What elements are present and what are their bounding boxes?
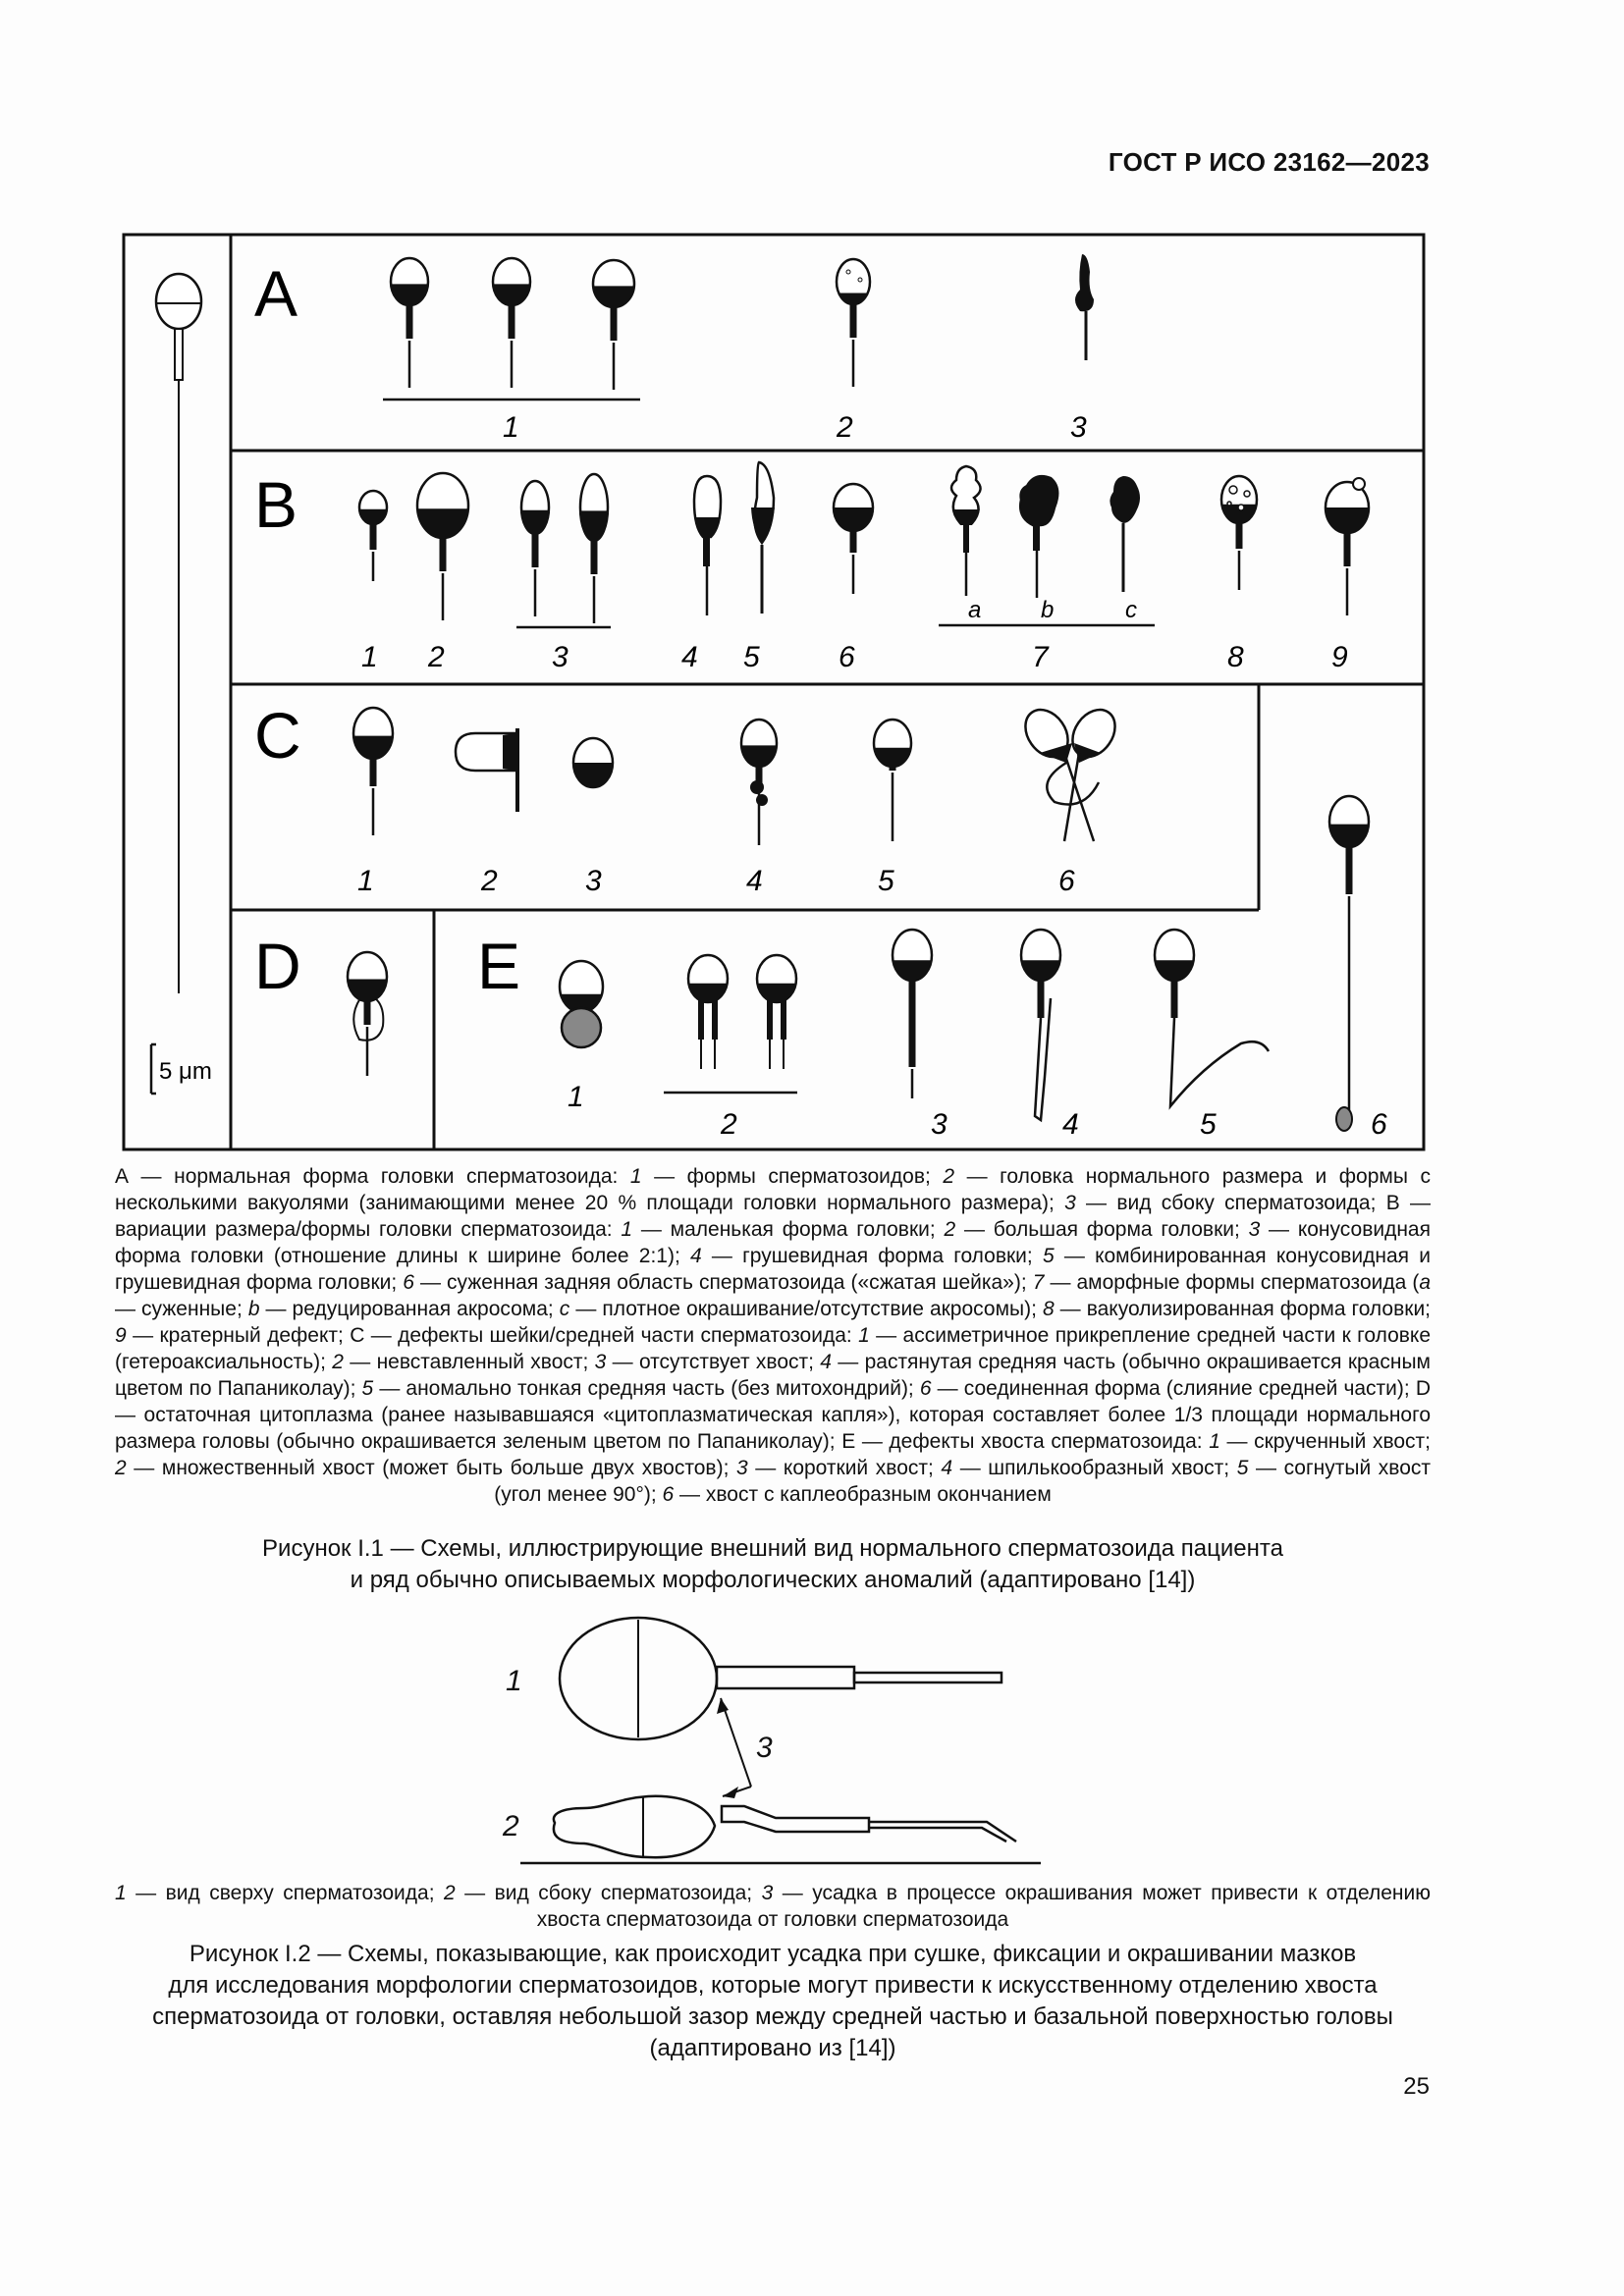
label-e-6: 6 (1371, 1108, 1387, 1141)
label-a-1: 1 (503, 411, 519, 444)
label-e-5: 5 (1200, 1108, 1217, 1141)
figure-2-title-line-2: для исследования морфологии сперматозоидов, которые могут привести к искусственному отделению хвоста (168, 1972, 1378, 1999)
label-c-5: 5 (878, 865, 894, 897)
label-c-3: 3 (585, 865, 602, 897)
label-c-4: 4 (746, 865, 763, 897)
panel-letter-a: A (254, 257, 298, 330)
arrow-to-top-gap (721, 1698, 751, 1787)
figure-2-title-line-4: (адаптировано из [14]) (649, 2035, 896, 2061)
top-view-midpiece (717, 1667, 854, 1688)
side-view-midpiece (722, 1806, 869, 1832)
top-view-tail (854, 1673, 1001, 1682)
panel-letter-b: B (254, 468, 298, 541)
label-b-7a: a (968, 597, 982, 623)
normal-sperm-reference (156, 274, 201, 993)
document-id: ГОСТ Р ИСО 23162—2023 (1108, 147, 1430, 177)
label-c-2: 2 (481, 865, 498, 897)
scale-bar (151, 1044, 212, 1094)
panel-letter-c: C (254, 699, 301, 772)
figure-2-label-1: 1 (506, 1665, 522, 1697)
panel-letter-e: E (477, 930, 521, 1002)
label-e-4: 4 (1062, 1108, 1079, 1141)
label-e-3: 3 (931, 1108, 947, 1141)
figure-2-label-2: 2 (503, 1810, 519, 1842)
label-b-7c: c (1125, 597, 1137, 623)
figure-2-legend: 1 — вид сверху сперматозоида; 2 — вид сбоку сперматозоида; 3 — усадка в процессе окрашивания может привести к отделению хвоста сперматозоида от головки сперматозоида (115, 1882, 1431, 1931)
label-a-3: 3 (1070, 411, 1087, 444)
side-view-tail (869, 1822, 1016, 1842)
scale-bar-label: 5 μm (159, 1058, 212, 1085)
figure-2-title-line-1: Рисунок I.2 — Схемы, показывающие, как происходит усадка при сушке, фиксации и окрашивании мазков (189, 1941, 1357, 1967)
figure-1-title-line-2: и ряд обычно описываемых морфологических аномалий (адаптировано [14]) (350, 1567, 1196, 1593)
label-e-2: 2 (721, 1108, 737, 1141)
side-view-head (554, 1796, 715, 1857)
label-b-5: 5 (743, 641, 760, 673)
label-b-8: 8 (1227, 641, 1244, 673)
figure-2-title (115, 1939, 1431, 2064)
figure-2-diagram (491, 1600, 1080, 1875)
figure-2-title-line-3: сперматозоида от головки, оставляя небольшой зазор между средней частью и базальной поверхностью головы (152, 2003, 1393, 2030)
figure-1-diagram (122, 233, 1426, 1151)
label-b-7: 7 (1032, 641, 1049, 673)
figure-1-title-line-1: Рисунок I.1 — Схемы, иллюстрирующие внешний вид нормального сперматозоида пациента (262, 1535, 1283, 1562)
label-b-2: 2 (428, 641, 445, 673)
label-e-1: 1 (568, 1081, 584, 1113)
panel-frames (124, 235, 1424, 1149)
label-c-1: 1 (357, 865, 374, 897)
panel-letter-d: D (254, 930, 301, 1002)
label-b-4: 4 (681, 641, 698, 673)
label-b-9: 9 (1331, 641, 1348, 673)
figure-2-label-3: 3 (756, 1732, 773, 1764)
figure-1-legend: А — нормальная форма головки сперматозоида: 1 — формы сперматозоидов; 2 — головка нормального размера и формы с несколькими вакуолями (занимающими менее 20 % площади головки нормального размера); 3 — вид сбоку сперматозоида; В — вариации размера/формы головки сперматозоида: 1 — маленькая форма головки; 2 — большая форма головки; 3 — конусовидная форма головки (отношение длины к ширине более 2:1); 4 — грушевидная форма головки; 5 — комбинированная конусовидная и грушевидная форма головки; 6 — суженная задняя область сперматозоида («сжатая шейка»); 7 — аморфные формы сперматозоида (а — суженные; b — редуцированная акросома; с — плотное окрашивание/отсутствие акросомы); 8 — вакуолизированная форма головки; 9 — кратерный дефект; С — дефекты шейки/средней части сперматозоида: 1 — ассиметричное прикрепление средней части к головке (гетероаксиальность); 2 — невставленный хвост; 3 — отсутствует хвост; 4 — растянутая средняя часть (обычно окрашивается красным цветом по Папаниколау); 5 — аномально тонкая средняя часть (без митохондрий); 6 — соединенная форма (слияние средней части); D — остаточная цитоплазма (ранее называвшаяся «цитоплазматическая капля»), которая составляет более 1/3 площади нормального размера головы (обычно окрашивается зеленым цветом по Папаниколау); Е — дефекты хвоста сперматозоида: 1 — скрученный хвост; 2 — множественный хвост (может быть больше двух хвостов); 3 — короткий хвост; 4 — шпилькообразный хвост; 5 — согнутый хвост (угол менее 90°); 6 — хвост с каплеобразным окончанием (115, 1165, 1432, 1506)
label-c-6: 6 (1058, 865, 1075, 897)
figure-1-title (115, 1533, 1431, 1596)
label-b-7b: b (1041, 597, 1055, 623)
page-number: 25 (1403, 2073, 1430, 2100)
label-a-2: 2 (837, 411, 853, 444)
label-b-3: 3 (552, 641, 568, 673)
label-b-6: 6 (839, 641, 855, 673)
label-b-1: 1 (361, 641, 378, 673)
